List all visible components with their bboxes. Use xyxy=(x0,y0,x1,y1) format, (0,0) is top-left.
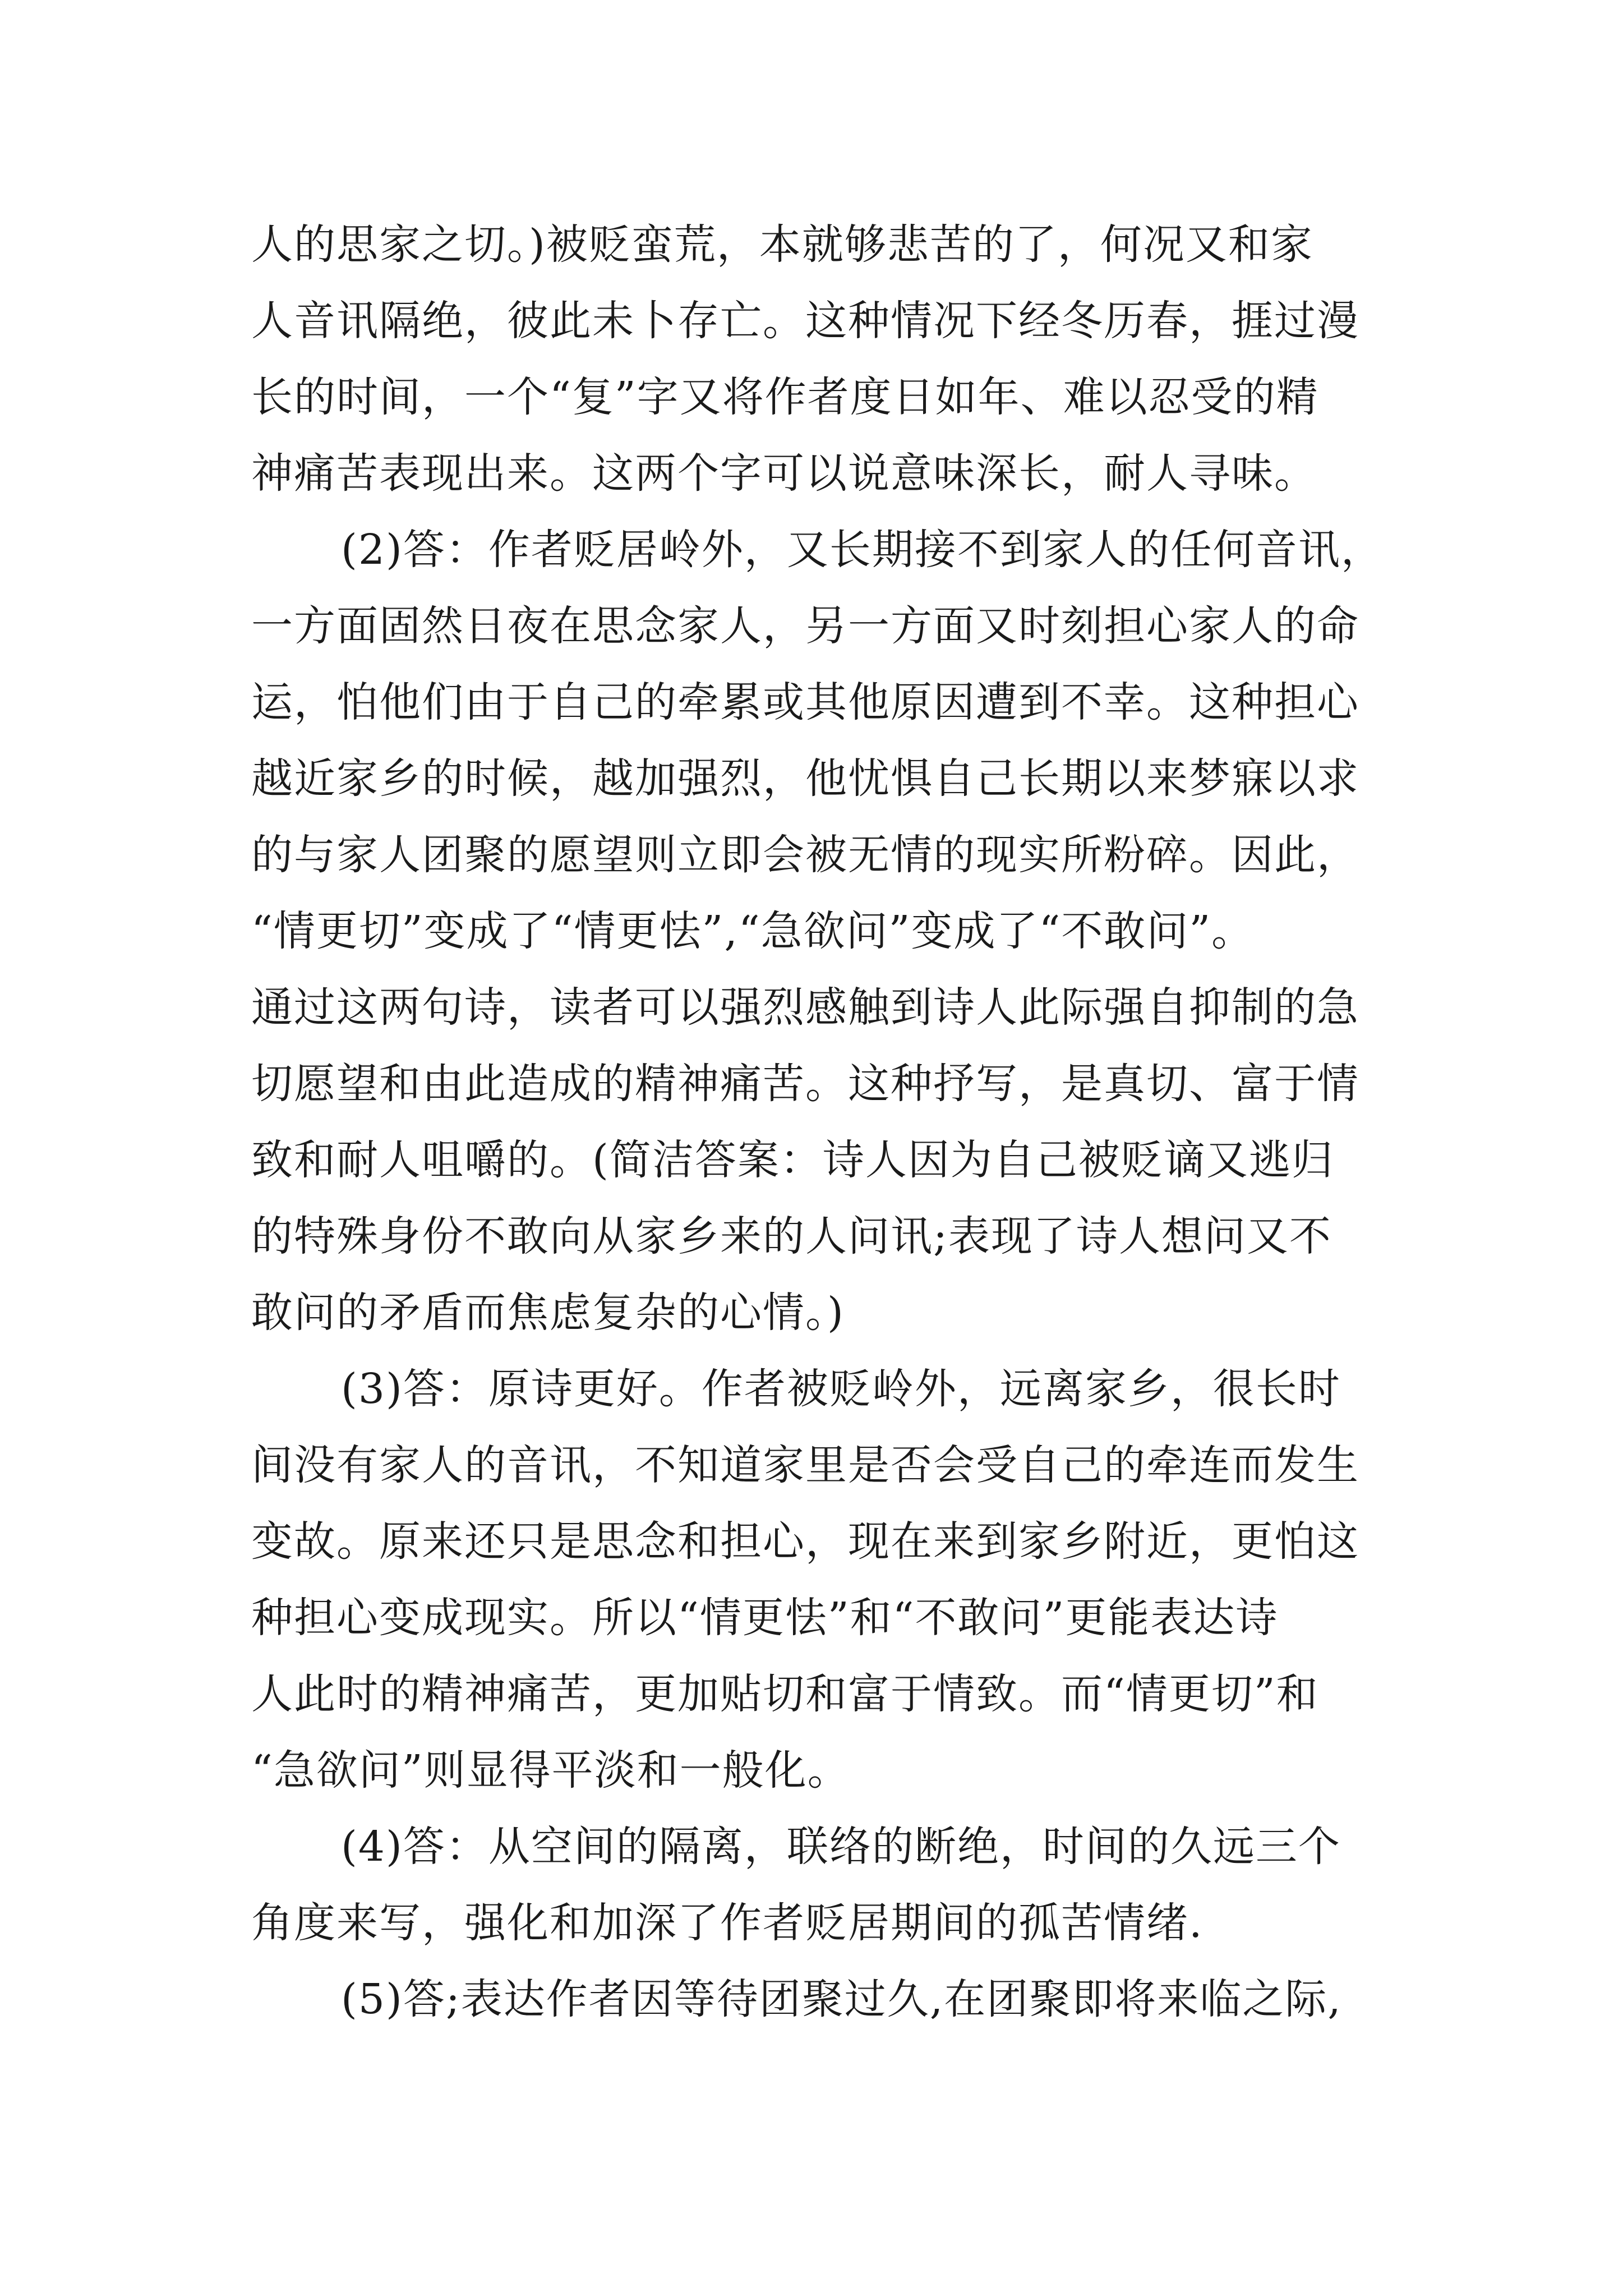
text-line: 人的思家之切。)被贬蛮荒，本就够悲苦的了，何况又和家 xyxy=(251,220,1313,269)
answer-text-block xyxy=(251,206,1395,2037)
text-line: “急欲问”则显得平淡和一般化。 xyxy=(251,1746,850,1795)
text-line: 人此时的精神痛苦，更加贴切和富于情致。而“情更切”和 xyxy=(251,1670,1319,1718)
text-line: 运，怕他们由于自己的牵累或其他原因遭到不幸。这种担心 xyxy=(251,678,1359,726)
answer-2-first-line: (2)答：作者贬居岭外，又长期接不到家人的任何音讯， xyxy=(341,526,1384,574)
text-line: 切愿望和由此造成的精神痛苦。这种抒写，是真切、富于情 xyxy=(251,1060,1359,1108)
answer-4-first-line: (4)答：从空间的隔离，联络的断绝，时间的久远三个 xyxy=(341,1823,1341,1871)
text-line: 神痛苦表现出来。这两个字可以说意味深长，耐人寻味。 xyxy=(251,449,1317,498)
text-line: 的特殊身份不敢向从家乡来的人问讯;表现了诗人想问又不 xyxy=(251,1212,1332,1260)
text-line: 一方面固然日夜在思念家人，另一方面又时刻担心家人的命 xyxy=(251,602,1359,650)
text-line: 人音讯隔绝，彼此未卜存亡。这种情况下经冬历春，捱过漫 xyxy=(251,297,1359,345)
text-line: 间没有家人的音讯，不知道家里是否会受自己的牵连而发生 xyxy=(251,1441,1359,1489)
text-line: “情更切”变成了“情更怯”,“急欲问”变成了“不敢问”。 xyxy=(251,907,1255,955)
text-line: 长的时间，一个“复”字又将作者度日如年、难以忍受的精 xyxy=(251,373,1319,421)
text-line: 致和耐人咀嚼的。(简洁答案：诗人因为自己被贬谪又逃归 xyxy=(251,1136,1334,1184)
text-line: 的与家人团聚的愿望则立即会被无情的现实所粉碎。因此， xyxy=(251,831,1359,879)
text-line: 变故。原来还只是思念和担心，现在来到家乡附近，更怕这 xyxy=(251,1517,1359,1566)
text-line: 越近家乡的时候，越加强烈，他忧惧自己长期以来梦寐以求 xyxy=(251,754,1359,803)
text-line: 敢问的矛盾而焦虑复杂的心情。) xyxy=(251,1289,845,1337)
answer-5-first-line: (5)答;表达作者因等待团聚过久,在团聚即将来临之际, xyxy=(341,1975,1342,2023)
answer-3-first-line: (3)答：原诗更好。作者被贬岭外，远离家乡，很长时 xyxy=(341,1365,1341,1413)
text-line: 通过这两句诗，读者可以强烈感触到诗人此际强自抑制的急 xyxy=(251,983,1359,1032)
text-line: 角度来写，强化和加深了作者贬居期间的孤苦情绪. xyxy=(251,1899,1204,1947)
text-line: 种担心变成现实。所以“情更怯”和“不敢问”更能表达诗 xyxy=(251,1594,1279,1642)
